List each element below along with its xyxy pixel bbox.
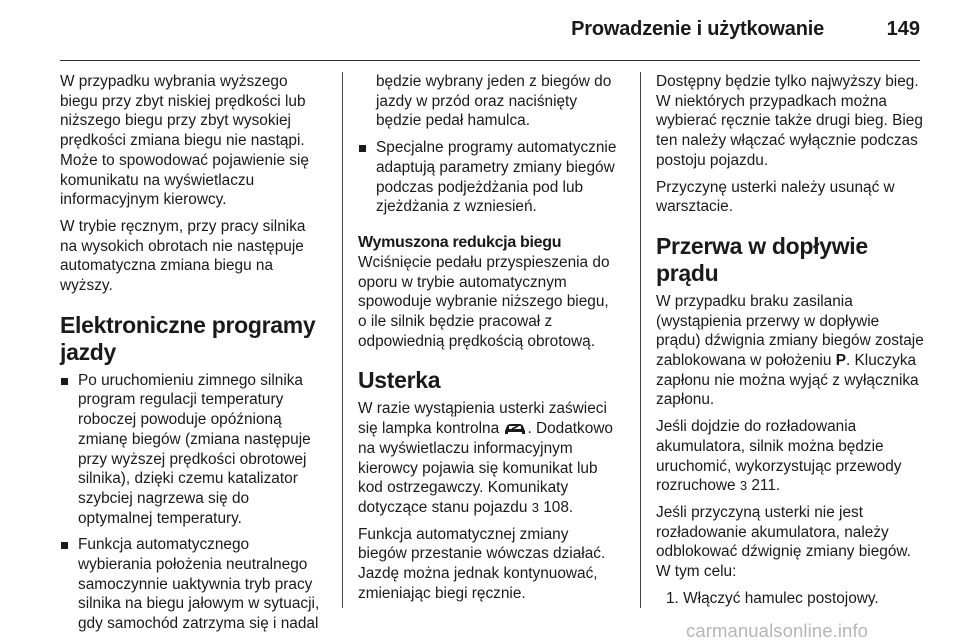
text-run: .	[775, 477, 781, 495]
heading-electronic-programs: Elektroniczne programy jazdy	[60, 311, 316, 365]
paragraph-fault-workshop: Przyczynę usterki należy usunąć w warsztacie.	[656, 178, 895, 216]
bullet-list-programs-cont	[358, 72, 620, 217]
text-run: Jeśli dojdzie do rozładowania akumulatora, silnik można będzie uruchomić, wykorzystując przewody rozruchowe	[656, 418, 902, 495]
heading-fault: Usterka	[358, 367, 441, 394]
paragraph-power-lock	[656, 292, 924, 410]
list-item-text: będzie wybrany jeden z biegów do jazdy w przód oraz naciśnięty będzie pedał hamulca.	[376, 73, 612, 130]
gear-position-label: P	[835, 352, 846, 370]
paragraph-kickdown: Wciśnięcie pedału przyspieszenia do oporu w trybie automatycznym spowoduje wybranie niższego biegu, o ile silnik będzie pracował z odpowiednią prędkością obrotową.	[358, 253, 610, 350]
step-text: Włączyć hamulec postojowy.	[683, 589, 879, 607]
page-reference-arrow-icon: 3	[531, 499, 539, 515]
text-run: . Kluczyka zapłonu nie można wyjąć z wyłącznika zapłonu.	[656, 352, 919, 409]
list-item	[60, 371, 322, 529]
paragraph-gear-selection: W przypadku wybrania wyższego biegu przy zbyt niskiej prędkości lub niższego biegu przy zbyt wysokiej prędkości zmiana biegu nie nastąpi. Może to spowodować pojawienie się komunikatu na wyświetlaczu informacyjnym kierowcy.	[60, 73, 309, 209]
paragraph-manual-mode: W trybie ręcznym, przy pracy silnika na wysokich obrotach nie następuje automatyczna zmiana biegu na wyższy.	[60, 217, 306, 295]
header-divider	[60, 60, 920, 61]
step-list	[656, 589, 924, 609]
page-reference-link[interactable]: 108	[543, 498, 569, 516]
list-item	[358, 138, 620, 217]
list-item-text: Po uruchomieniu zimnego silnika program regulacji temperatury roboczej powoduje opóźnioną zmianę biegów (zmiana następuje przy wyższej prędkości obrotowej silnika), dzięki czemu katalizator szybciej nagrzewa się do optymalnej temperatury.	[78, 371, 311, 527]
text-run: . Dodatkowo na wyświetlaczu informacyjnym kierowcy pojawia się komunikat lub kod ostrzegawczy. Komunikaty dotyczące stanu pojazdu	[358, 420, 613, 516]
paragraph-battery	[656, 417, 924, 496]
page-reference-link[interactable]: 211	[751, 477, 776, 495]
text-run: W przypadku braku zasilania (wystąpienia przerwy w dopływie prądu) dźwignia zmiany biegów zostaje zablokowana w położeniu	[656, 292, 924, 370]
paragraph-fault-warning	[358, 399, 620, 517]
list-item	[358, 72, 620, 131]
square-bullet-icon	[61, 542, 68, 549]
column-3	[656, 72, 924, 608]
step-number: 1.	[666, 589, 679, 607]
running-header-title: Prowadzenie i użytkowanie	[571, 18, 824, 40]
list-item	[656, 589, 924, 609]
page-header	[0, 0, 960, 56]
car-with-wrench-icon	[503, 422, 527, 436]
column-1	[60, 72, 322, 641]
paragraph-unlock: Jeśli przyczyną usterki nie jest rozładowanie akumulatora, należy odblokować dźwignię zmiany biegów. W tym celu:	[656, 503, 911, 581]
column-divider-2	[640, 72, 641, 608]
square-bullet-icon	[61, 378, 68, 385]
paragraph-fault-gear: Dostępny będzie tylko najwyższy bieg. W niektórych przypadkach można wybierać ręcznie także drugi bieg. Bieg ten należy włączać wyłącznie podczas postoju pojazdu.	[656, 73, 923, 169]
page-number: 149	[886, 18, 920, 40]
list-item-text: Specjalne programy automatycznie adaptują parametry zmiany biegów podczas podjeżdżania pod lub zjeżdżania z wzniesień.	[376, 139, 617, 216]
list-item-text: Funkcja automatycznego wybierania położenia neutralnego samoczynnie uaktywnia tryb pracy silnika na biegu jałowym w sytuacji, gdy samochód zatrzyma się i nadal	[78, 536, 320, 633]
column-2	[358, 72, 620, 610]
bullet-list-programs	[60, 371, 322, 634]
column-divider-1	[342, 72, 343, 608]
square-bullet-icon	[359, 145, 366, 152]
text-run: W razie wystąpienia usterki zaświeci się lampka kontrolna	[358, 400, 607, 438]
heading-power-failure: Przerwa w dopływie prądu	[656, 232, 868, 286]
page-reference-arrow-icon: 3	[739, 478, 748, 494]
heading-kickdown: Wymuszona redukcja biegu	[358, 233, 562, 251]
paragraph-fault-function: Funkcja automatycznej zmiany biegów przestanie wówczas działać. Jazdę można jednak kontynuować, zmieniając biegi ręcznie.	[358, 525, 606, 602]
watermark: carmanualsonline.info	[686, 620, 869, 641]
text-run: .	[568, 498, 574, 516]
list-item	[60, 535, 322, 634]
